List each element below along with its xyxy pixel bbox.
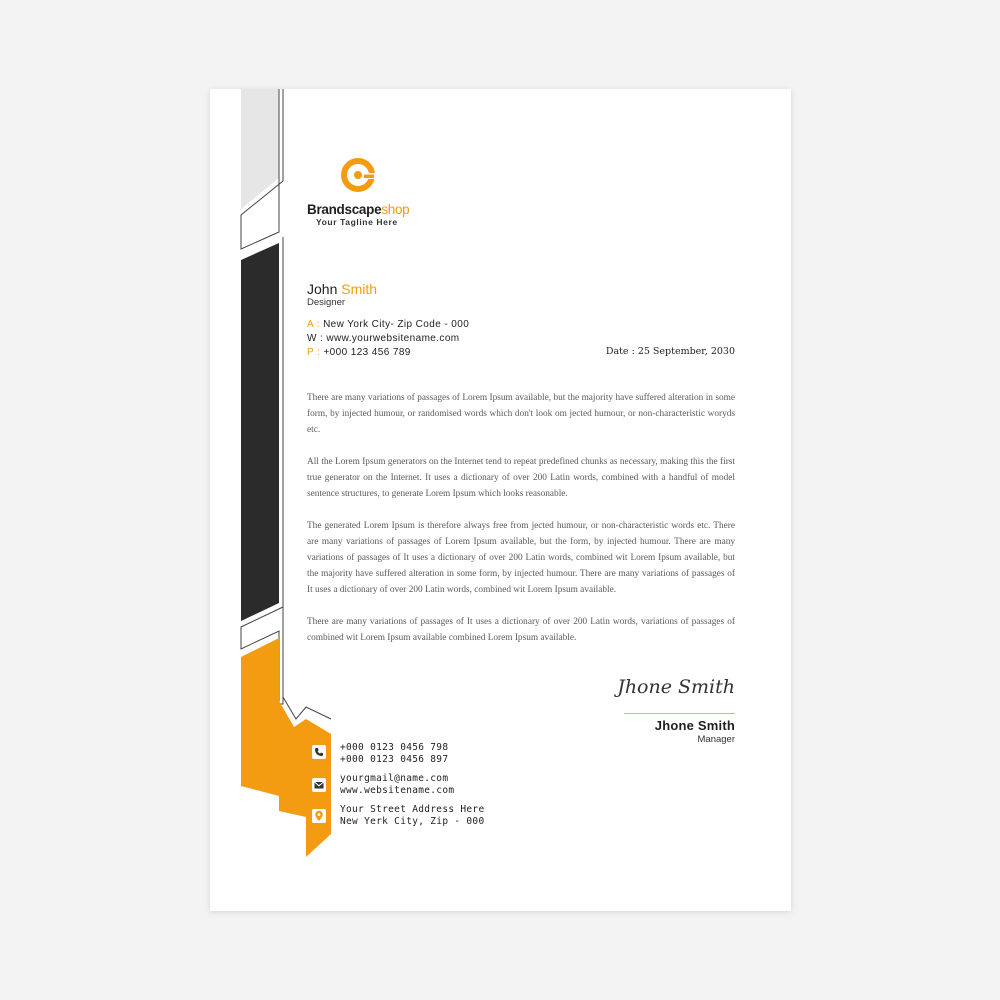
footer-address [340, 804, 484, 827]
footer-phone-1: +000 0123 0456 798 [340, 742, 449, 753]
sender-website: W : www.yourwebsitename.com [307, 333, 460, 344]
footer-address-line-1: Your Street Address Here [340, 804, 485, 815]
footer-address-line-2: New Yerk City, Zip - 000 [340, 815, 485, 827]
footer-email: yourgmail@name.com [340, 773, 449, 784]
footer-phones [340, 742, 448, 765]
signature-title: Manager [697, 734, 735, 745]
light-gray-band [241, 89, 279, 209]
letterhead-page [210, 89, 791, 911]
footer-website: www.websitename.com [340, 784, 455, 796]
brand-logo-icon [338, 157, 378, 197]
sender-address: A : New York City- Zip Code - 000 [307, 319, 470, 330]
body-paragraph: All the Lorem Ipsum generators on the Internet tend to repeat predefined chunks as necessary, making this the first true generator on the Internet. It uses a dictionary of over 200 Latin words, combined with a handful of model sentence structures, to generate Lorem Ipsum which looks reasonable. [307, 457, 735, 499]
footer-web-contacts [340, 773, 454, 796]
body-paragraph: There are many variations of passages of Lorem Ipsum available, but the majority have suffered alteration in some form, by injected humour, or randomised words which don't look om jected humour, or non-characteristic woryds etc. [307, 393, 735, 435]
brand-tagline: Your Tagline Here [316, 217, 398, 227]
sender-last-name: Smith [341, 281, 378, 297]
mail-icon [312, 778, 326, 792]
location-pin-icon [312, 809, 326, 823]
outline-stripe-orange [283, 697, 331, 719]
phone-icon [312, 745, 326, 759]
sender-phone: P : +000 123 456 789 [307, 347, 411, 358]
sender-title: Designer [307, 297, 346, 308]
signature-script: Jhone Smith [617, 676, 735, 698]
footer-phone-2: +000 0123 0456 897 [340, 753, 449, 765]
signature-line [624, 713, 735, 714]
dark-band [241, 243, 279, 621]
sender-name [307, 281, 377, 297]
signature-name: Jhone Smith [654, 718, 735, 733]
letter-date: Date : 25 September, 2030 [605, 346, 735, 357]
body-paragraph: The generated Lorem Ipsum is therefore always free from jected humour, or non-characteristic words etc. There are many variations of passages of Lorem Ipsum available, but the form, by injected humour. There are many variations of passages of It uses a dictionary of over 200 Latin words, combined wit Lorem Ipsum available, but the majority have suffered alteration in some form, by injected humour. There are many variations of passages of It uses a dictionary of over 200 Latin words, combined wit Lorem Ipsum available. [307, 521, 735, 595]
sender-first-name: John [307, 281, 338, 297]
brand-name: Brandscapeshop [307, 202, 410, 217]
body-paragraph: There are many variations of passages of It uses a dictionary of over 200 Latin words, variations of passages of combined wit Lorem Ipsum available combined Lorem Ipsum available. [307, 617, 735, 643]
